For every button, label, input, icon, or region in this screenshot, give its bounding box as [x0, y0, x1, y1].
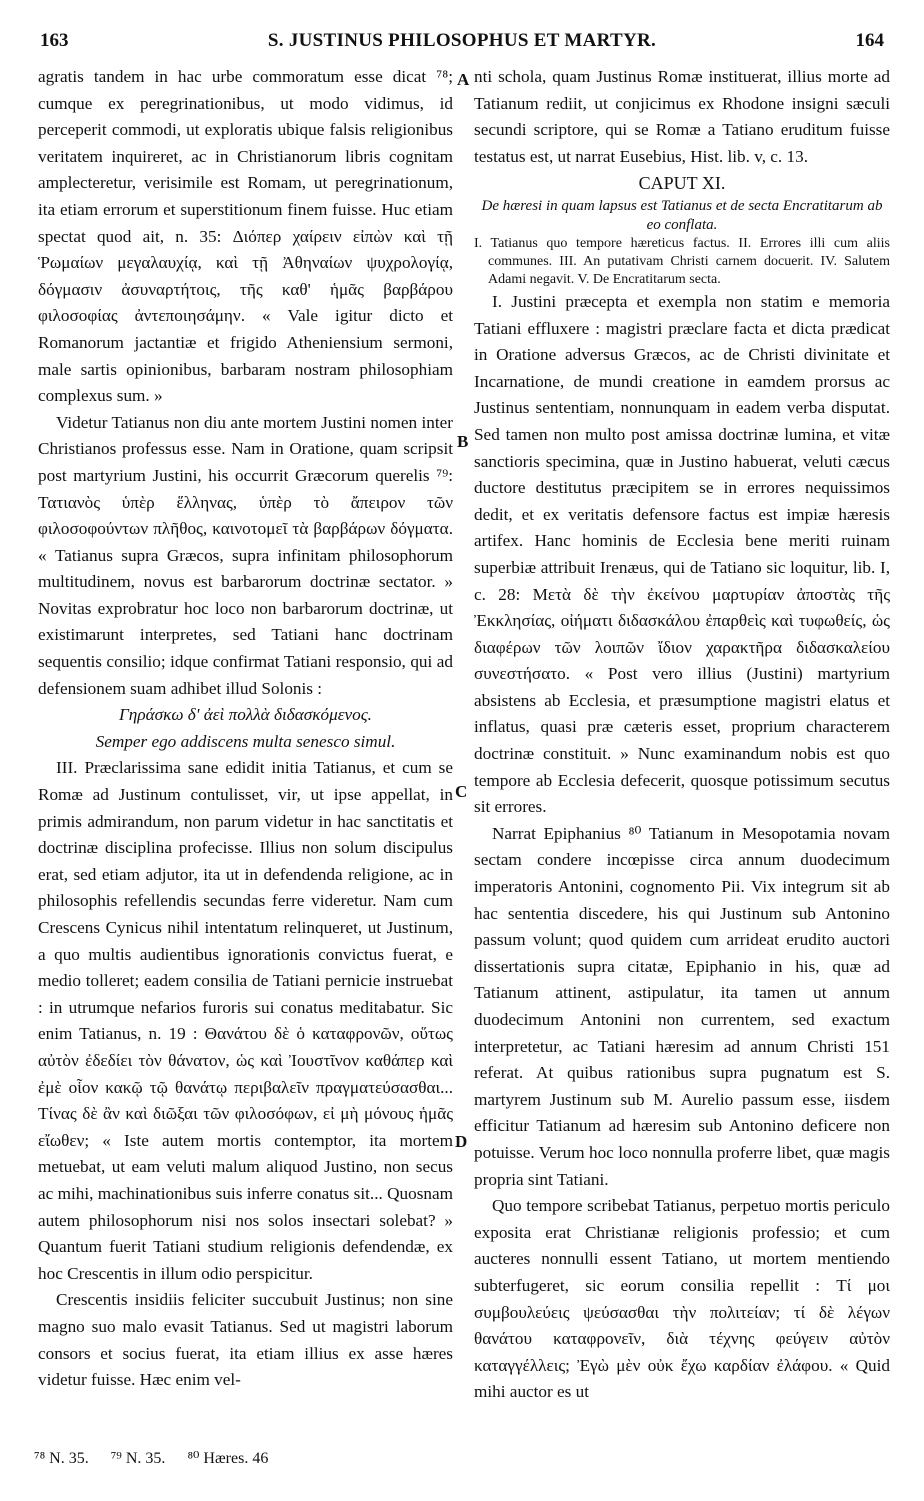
chapter-summary: I. Tatianus quo tempore hæreticus factus. II. Errores illi cum aliis communes. III. An putativam Christi carnem docuerit. IV. Salutem Adami negavit. V. De Encratitarum secta. [474, 235, 890, 287]
margin-marker-b: B [457, 432, 469, 451]
paragraph: nti schola, quam Justinus Romæ instituerat, illius morte ad Tatianum rediit, ut conjicimus ex Rhodone insigni sæculi secundi scriptore, qui se Romæ a Tatiano eruditum fuisse testatus est, ut narrat Eusebius, Hist. lib. v, c. 13. [474, 67, 890, 166]
margin-marker-d: D [455, 1132, 468, 1151]
left-column [38, 64, 453, 1394]
footnote: ⁷⁹ N. 35. [110, 1450, 166, 1467]
chapter-heading: CAPUT XI. [638, 173, 726, 194]
page-header [30, 30, 894, 60]
right-column [474, 64, 890, 1406]
footnotes [34, 1448, 286, 1468]
page-number-right: 164 [855, 30, 884, 51]
paragraph: agratis tandem in hac urbe commoratum esse dicat ⁷⁸; cumque ex peregrinationibus, ut modo vidimus, id perceperit commodi, ut exploratis ubique falsis religionibus veritatem inquireret, ac in Christianorum libris cognitam amplecteretur, verisimile est Romam, ut peregrinationum, ita etiam errorum et superstitionum finem fuisse. Huc etiam spectat quod ait, n. 35: Διόπερ χαίρειν εἰπὼν καὶ τῇ Ῥωμαίων μεγαλαυχίᾳ, καὶ τῇ Ἀθηναίων ψυχρολογίᾳ, δόγμασιν ἀσυναρτήτοις, τῆς καθ' ἡμᾶς βαρβάρου φιλοσοφίας ἀντεποιησάμην. « Vale igitur dicto et Romanorum jactantiæ et frigido Atheniensium sermoni, male sartis opinionibus, barbaram nostram philosophiam complexus sum. » [38, 67, 453, 406]
footnote: ⁷⁸ N. 35. [34, 1450, 89, 1467]
paragraph: I. Justini præcepta et exempla non statim e memoria Tatiani effluxere : magistri præclare facta et dicta prædicat in Oratione adversus Græcos, ac de Christi divinitate et Incarnatione, de mundi creatione in eamdem prorsus ac Justinus sententiam, nonnunquam in eadem verba disputat. Sed tamen non multo post amissa doctrinæ lumina, et vitæ sanctioris specimina, quæ in Justino habuerat, veluti cæcus ductore destitutus præcipitem se in errores nequissimos dedit, et ex veritatis defensore factus est impiæ hæresis artifex. Hanc hominis de Ecclesia bene meriti ruinam superbiæ attribuit Irenæus, qui de Tatiano sic loquitur, lib. I, c. 28: Μετὰ δὲ τὴν ἐκείνου μαρτυρίαν ἀποστὰς τῆς Ἐκκλησίας, οἰήματι διδασκάλου ἐπαρθεὶς καὶ τυφωθείς, ὡς διαφέρων τῶν λοιπῶν ἴδιον χαρακτῆρα διδασκαλείου συνεστήσατο. « Post vero illius (Justini) martyrium absistens ab Ecclesia, et præsumptione magistri elatus et inflatus, quasi præ cæteris esset, proprium characterem doctrinæ constituit. » Nunc examinandum nobis est quo tempore ab Ecclesia defecerit, quosque potissimum secutus sit errores. [474, 291, 890, 817]
paragraph: Videtur Tatianus non diu ante mortem Justini nomen inter Christianos professus esse. Nam in Oratione, quam scripsit post martyrium Justini, his occurrit Græcorum querelis ⁷⁹: Τατιανὸς ὑπὲρ ἕλληνας, ὑπὲρ τὸ ἄπειρον τῶν φιλοσοφούντων πλῆθος, καινοτομεῖ τὰ βαρβάρων δόγματα. « Tatianus supra Græcos, supra infinitam philosophorum multitudinem, novus est barbarorum doctrinæ sectator. » Novitas exprobratur hoc loco non barbarorum doctrinæ, ut existimarunt interpretes, sed Tatiani hanc doctrinam sequentis consilio; idque confirmat Tatiani responsio, qui ad defensionem suam adhibet illud Solonis : [38, 412, 453, 698]
paragraph: III. Præclarissima sane edidit initia Tatianus, et cum se Romæ ad Justinum contulisset, vir, ut ipse appellat, in primis admirandum, non parum videtur in hac sanctitatis et doctrinæ disciplina profecisse. Illius non solum discipulus erat, sed etiam adjutor, ita ut in defendenda religione, ac in philosophis refellendis secundas ferre videretur. Nam cum Crescens Cynicus nihil intentatum relinqueret, ut Justinum, a quo multis audientibus ignorationis convictus fuerat, e medio tolleret; eadem consilia de Tatiani pernicie instruebat : in utrumque nefarios furoris sui conatus meditabatur. Sic enim Tatianus, n. 19 : Θανάτου δὲ ὁ καταφρονῶν, οὕτως αὐτὸν ἐδεδίει τὸν θάνατον, ὡς καὶ Ἰουστῖνον καθάπερ καὶ ἐμὲ οἷον κακῷ τῷ θανάτῳ περιβαλεῖν πραγματεύσασθαι... Τίνας δὲ ἂν καὶ διῶξαι τῶν φιλοσόφων, εἰ μὴ μόνους ἡμᾶς εἴωθεν; « Iste autem mortis contemptor, ita mortem metuebat, ut eam veluti malum aliquod Justino, non secus ac mihi, machinationibus suis inferre conatus sit... Quosnam autem philosophorum nisi nos solos insectari solebat? » Quantum fuerit Tatiani studium religionis defendendæ, ex hoc Crescentis in illum odio perspicitur. [38, 758, 453, 1283]
page-number-left: 163 [40, 30, 69, 51]
paragraph: Quo tempore scribebat Tatianus, perpetuo mortis periculo exposita erat Christianæ religionis professio; et cum aucteres nonnulli essent Tatiano, ut mortem mentiendo subterfugeret, sic eorum consilia repellit : Τί μοι συμβουλεύεις ψεύσασθαι τὴν πολιτείαν; τί δὲ λέγων θανάτου καταφρονεῖν, διὰ τέχνης φεύγειν αὐτὸν καταγγέλλεις; Ἐγὼ μὲν οὐκ ἔχω καρδίαν ἐλάφου. « Quid mihi auctor es ut [474, 1196, 890, 1402]
paragraph: Narrat Epiphanius ⁸⁰ Tatianum in Mesopotamia novam sectam condere incœpisse circa annum duodecimum imperatoris Antonini, cognomento Pii. Vix integrum sit ab hac sententia discedere, his qui Justinum sub Antonino passum volunt; quod quidem cum arrideat erudito auctori dissertationis supra citatæ, Epiphanio in his, quæ ad Tatianum attinent, astipulatur, ita tamen ut annum duodecimum Antonini non currentem, sed exactum interpretetur, ac Tatiani hæresim ad annum Christi 151 referat. At quibus rationibus supra pugnatum est S. martyrem Justinum sub M. Aurelio passum esse, iisdem efficitur Tatianum ad hæresim sub Antonino deficere non potuisse. Verum hoc loco nonnulla proferre libet, quæ magis propria sint Tatiani. [474, 823, 890, 1189]
chapter-subtitle: De hæresi in quam lapsus est Tatianus et de secta Encratitarum ab eo conflata. [481, 197, 883, 233]
paragraph: Crescentis insidiis feliciter succubuit Justinus; non sine magno suo malo evasit Tatianus. Sed ut magistri laborum consors et socius fuerat, ita etiam illius ex asse hæres videtur fuisse. Hæc enim vel- [38, 1290, 453, 1390]
margin-marker-a: A [457, 70, 470, 89]
running-title: S. JUSTINUS PHILOSOPHUS ET MARTYR. [267, 30, 657, 51]
margin-marker-c: C [455, 782, 468, 801]
footnote: ⁸⁰ Hæres. 46 [187, 1450, 269, 1467]
greek-verse: Γηράσκω δ' ἀεὶ πολλὰ διδασκόμενος. [119, 705, 372, 725]
latin-verse: Semper ego addiscens multa senesco simul. [95, 731, 396, 751]
